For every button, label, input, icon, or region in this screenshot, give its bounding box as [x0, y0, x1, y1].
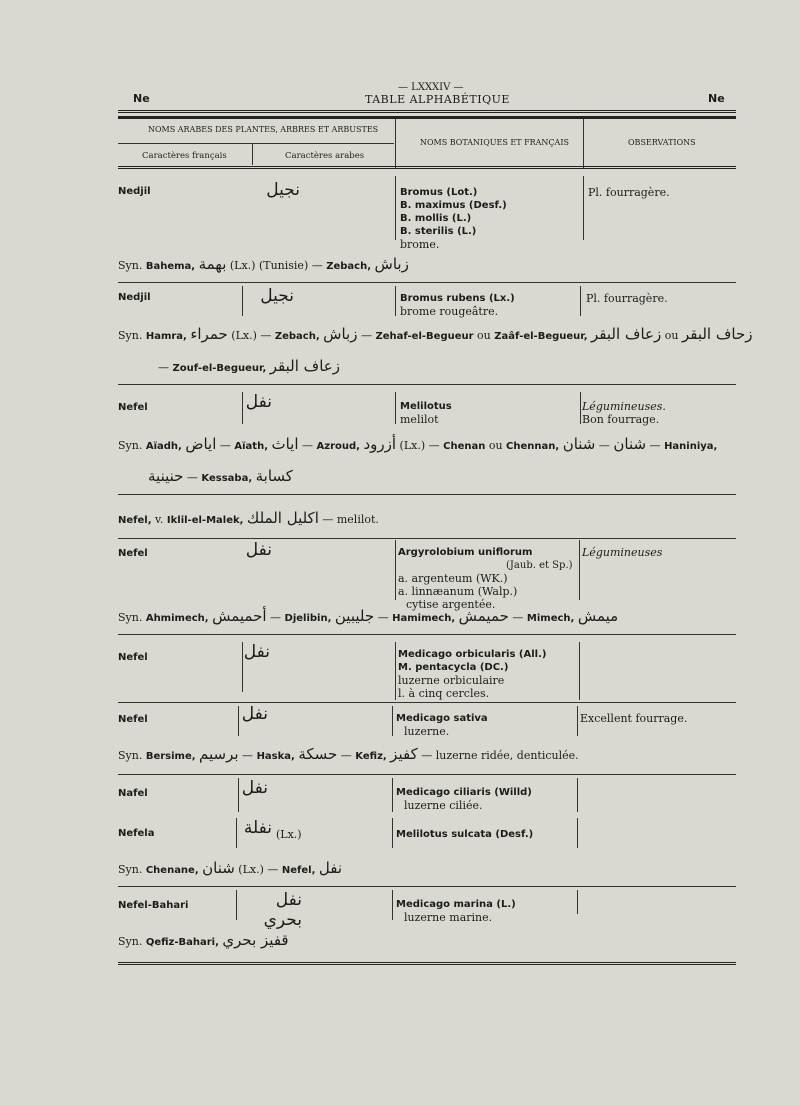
col-divider — [579, 540, 580, 600]
entry-separator — [118, 494, 736, 495]
synonym-name: Aïadh, — [145, 441, 186, 452]
synonym-text: Syn. — [118, 611, 146, 624]
col-divider — [392, 706, 393, 736]
col-divider — [236, 818, 237, 848]
botanical-line: Medicago sativa — [396, 713, 488, 724]
entry-observation: Pl. fourragère. — [586, 292, 668, 305]
synonym-name: Hamimech, — [392, 613, 459, 624]
botanical-line: B. sterilis (L.) — [400, 226, 477, 237]
col-divider — [583, 176, 584, 240]
synonyms — [118, 746, 579, 765]
synonym-name: Zebach, — [274, 331, 324, 342]
col-divider — [580, 392, 581, 424]
entry-name: Nefel — [118, 652, 148, 663]
botanical-line: Melilotus sulcata (Desf.) — [396, 829, 534, 840]
entry-separator — [118, 774, 736, 775]
entry-arabic-note: (Lx.) — [276, 828, 302, 841]
synonym-text: — — [595, 439, 614, 452]
synonym-text: — — [374, 611, 393, 624]
page-bottom-rule — [118, 962, 736, 965]
botanical-line: luzerne marine. — [404, 911, 493, 924]
col-divider — [395, 176, 396, 240]
entry-botanical — [396, 828, 533, 841]
synonym-text: — melilot. — [318, 513, 379, 526]
entry-observation: Légumineuses — [582, 546, 663, 559]
synonym-text: (Lx.) — — [234, 863, 282, 876]
entry-separator — [118, 282, 736, 283]
synonym-arabic: اياث — [271, 435, 299, 453]
synonym-name: Zaâf-el-Begueur, — [494, 331, 592, 342]
synonym-text: Syn. — [118, 329, 146, 342]
synonym-name: Chennan, — [506, 441, 563, 452]
entry-name: Nedjil — [118, 292, 151, 303]
col-divider — [236, 890, 237, 920]
entry-botanical — [396, 712, 488, 738]
entry-separator — [118, 702, 736, 703]
botanical-line: B. mollis (L.) — [400, 213, 472, 224]
col-group-title: NOMS ARABES DES PLANTES, ARBRES ET ARBUSTES — [148, 125, 379, 134]
synonym-text: ou — [488, 439, 507, 452]
synonym-text: ou — [661, 329, 682, 342]
col-divider — [579, 642, 580, 700]
entry-separator — [118, 384, 736, 385]
synonym-arabic: زعاف البقر — [591, 325, 662, 343]
col-divider — [242, 642, 243, 692]
synonym-text: — — [158, 361, 173, 374]
synonym-arabic: برسيم — [199, 745, 239, 763]
botanical-line: cytise argentée. — [406, 598, 496, 611]
col-divider — [395, 642, 396, 700]
entry-botanical — [400, 186, 507, 251]
synonym-arabic: زحاف البقر — [681, 325, 753, 343]
col-divider — [238, 778, 239, 812]
entry-arabic: نفل — [245, 392, 272, 412]
synonym-text: Syn. — [118, 439, 146, 452]
synonym-text: — — [298, 439, 317, 452]
synonyms-cont — [158, 358, 340, 377]
synonym-name: Qefiz-Bahari, — [145, 937, 223, 948]
synonym-text: Syn. — [118, 259, 146, 272]
synonym-text: — — [337, 749, 356, 762]
synonym-arabic: كفيز — [390, 745, 418, 763]
synonym-name: Kessaba, — [201, 473, 256, 484]
botanical-line: l. à cinq cercles. — [398, 687, 490, 700]
synonym-arabic: زباش — [374, 255, 409, 273]
col-botanical: NOMS BOTANIQUES ET FRANÇAIS — [420, 138, 569, 147]
entry-arabic: نفل — [241, 778, 268, 798]
entry-name: Nafel — [118, 788, 148, 799]
cross-reference — [118, 510, 379, 529]
col-divider — [395, 540, 396, 600]
entry-observation — [582, 400, 666, 426]
header-rule — [118, 110, 736, 113]
synonyms — [118, 326, 753, 345]
entry-name: Nefel — [118, 402, 148, 413]
entry-arabic: نفل — [241, 704, 268, 724]
synonym-name: Mimech, — [526, 613, 578, 624]
observation-line: Légumineuses. — [582, 400, 666, 413]
synonyms — [118, 932, 289, 951]
synonym-arabic: حمراء — [190, 325, 228, 343]
botanical-line: Argyrolobium uniflorum — [398, 547, 533, 558]
synonym-text: (Lx.) — — [227, 329, 275, 342]
entry-name: Nedjil — [118, 186, 151, 197]
botanical-line: melilot — [400, 413, 439, 426]
synonym-name: Haska, — [256, 751, 299, 762]
col-divider — [392, 818, 393, 848]
entry-name: Nefel-Bahari — [118, 900, 189, 911]
synonym-name: Nefel, — [281, 865, 319, 876]
col-divider — [252, 143, 253, 165]
synonym-arabic: أزرود — [363, 435, 397, 453]
synonym-text: — — [646, 439, 665, 452]
entry-name: Nefela — [118, 828, 155, 839]
synonyms — [118, 860, 342, 879]
synonym-arabic: قفيز بحري — [222, 931, 289, 949]
synonym-text: Syn. — [118, 935, 146, 948]
synonym-arabic: شنان — [202, 859, 235, 877]
synonym-arabic: حنينية — [148, 467, 184, 485]
synonym-arabic: زعاف البقر — [269, 357, 340, 375]
synonym-arabic: كسابة — [255, 467, 293, 485]
botanical-line: Bromus (Lot.) — [400, 187, 478, 198]
synonym-text: Syn. — [118, 749, 146, 762]
synonyms — [118, 608, 618, 627]
synonym-text: — — [216, 439, 235, 452]
synonym-arabic: جليبين — [334, 607, 375, 625]
col-divider — [242, 392, 243, 424]
col-divider — [577, 890, 578, 914]
page-number: — LXXXIV — — [398, 82, 464, 93]
synonym-name: Hamra, — [145, 331, 191, 342]
synonym-name: Bersime, — [145, 751, 200, 762]
synonym-name: Djelibin, — [284, 613, 335, 624]
col-divider — [395, 392, 396, 424]
col-divider — [395, 286, 396, 316]
synonym-text: v. — [155, 513, 167, 526]
synonym-name: Zebach, — [326, 261, 375, 272]
synonym-text: Syn. — [118, 863, 146, 876]
entry-name: Nefel — [118, 714, 148, 725]
entry-observation: Pl. fourragère. — [588, 186, 670, 199]
entry-arabic: نجيل — [266, 180, 300, 200]
entry-arabic: نفل — [243, 642, 270, 662]
entry-arabic: نفل — [245, 540, 272, 560]
synonym-arabic: حسكة — [298, 745, 338, 763]
botanical-line: Medicago marina (L.) — [396, 899, 516, 910]
botanical-line: B. maximus (Desf.) — [400, 200, 507, 211]
col-arabic-chars: Caractères arabes — [285, 151, 365, 161]
synonym-name: Nefel, — [118, 515, 155, 526]
botanical-line: Medicago ciliaris (Willd) — [396, 787, 532, 798]
botanical-line: Melilotus — [400, 401, 452, 412]
entry-botanical — [400, 400, 452, 426]
col-divider — [392, 778, 393, 812]
synonym-name: Chenane, — [145, 865, 203, 876]
header-right-tag: Ne — [708, 92, 725, 105]
botanical-line: luzerne ciliée. — [404, 799, 483, 812]
synonym-name: Bahema, — [145, 261, 199, 272]
synonym-text: — — [183, 471, 202, 484]
synonym-text: — — [238, 749, 257, 762]
synonym-arabic: ميمش — [577, 607, 619, 625]
entry-botanical — [396, 898, 516, 924]
synonym-name: Iklil-el-Malek, — [166, 515, 247, 526]
header-left-tag: Ne — [133, 92, 150, 105]
synonym-arabic: اياض — [185, 435, 217, 453]
botanical-line: luzerne. — [404, 725, 450, 738]
synonyms — [118, 256, 409, 275]
col-divider — [583, 118, 584, 168]
botanical-line: M. pentacycla (DC.) — [398, 662, 509, 673]
synonym-name: Ahmimech, — [145, 613, 213, 624]
synonym-arabic: بهمة — [198, 255, 227, 273]
header-bottom-rule — [118, 166, 736, 169]
synonyms — [118, 436, 717, 455]
col-divider — [242, 286, 243, 316]
synonym-text: — — [266, 611, 285, 624]
col-divider — [395, 118, 396, 168]
col-divider — [577, 818, 578, 848]
col-divider — [577, 778, 578, 812]
synonyms-cont — [148, 468, 293, 487]
col-observations: OBSERVATIONS — [628, 138, 696, 147]
col-group-rule — [118, 143, 394, 144]
synonym-text: — luzerne ridée, denticulée. — [417, 749, 579, 762]
synonym-text: (Lx.) (Tunisie) — — [226, 259, 327, 272]
col-divider — [580, 286, 581, 316]
entry-separator — [118, 634, 736, 635]
page-title: TABLE ALPHABÉTIQUE — [365, 93, 510, 106]
synonym-arabic: نفل — [318, 859, 343, 877]
synonym-text: — — [357, 329, 376, 342]
synonym-arabic: أحميمش — [212, 607, 267, 625]
synonym-text: — — [508, 611, 527, 624]
entry-arabic: نفل بحري — [263, 890, 302, 930]
botanical-line: brome rougeâtre. — [400, 305, 499, 318]
col-divider — [392, 890, 393, 920]
entry-botanical — [396, 786, 532, 812]
synonym-name: Azroud, — [316, 441, 364, 452]
synonym-name: Chenan — [443, 441, 489, 452]
entry-botanical — [398, 648, 546, 700]
observation-line: Bon fourrage. — [582, 413, 660, 426]
synonym-arabic: زباش — [323, 325, 358, 343]
header-rule-2 — [118, 116, 736, 119]
synonym-arabic: شنان — [562, 435, 596, 453]
botanical-line: a. linnæanum (Walp.) — [398, 585, 518, 598]
entry-arabic: نفلة — [243, 818, 272, 838]
synonym-arabic: شنان — [613, 435, 647, 453]
entry-separator — [118, 538, 736, 539]
botanical-line: Bromus rubens (Lx.) — [400, 293, 515, 304]
botanical-line: luzerne orbiculaire — [398, 674, 505, 687]
botanical-line: a. argenteum (WK.) — [398, 572, 508, 585]
synonym-text: (Lx.) — — [396, 439, 444, 452]
botanical-line: (Jaub. et Sp.) — [506, 560, 573, 571]
entry-separator — [118, 886, 736, 887]
entry-botanical — [398, 546, 573, 611]
synonym-name: Zouf-el-Begueur, — [172, 363, 270, 374]
col-divider — [577, 706, 578, 736]
synonym-name: Zehaf-el-Begueur — [375, 331, 478, 342]
synonym-arabic: حميمش — [458, 607, 509, 625]
col-french-chars: Caractères français — [142, 151, 227, 161]
synonym-text: ou — [477, 329, 495, 342]
entry-botanical — [400, 292, 515, 318]
synonym-name: Aïath, — [234, 441, 272, 452]
synonym-arabic: اكليل الملك — [246, 509, 319, 527]
entry-observation: Excellent fourrage. — [580, 712, 688, 725]
botanical-line: brome. — [400, 238, 440, 251]
col-divider — [238, 706, 239, 736]
entry-arabic: نجيل — [260, 286, 294, 306]
botanical-line: Medicago orbicularis (All.) — [398, 649, 547, 660]
synonym-name: Haniniya, — [664, 441, 718, 452]
synonym-name: Kefiz, — [355, 751, 391, 762]
entry-name: Nefel — [118, 548, 148, 559]
